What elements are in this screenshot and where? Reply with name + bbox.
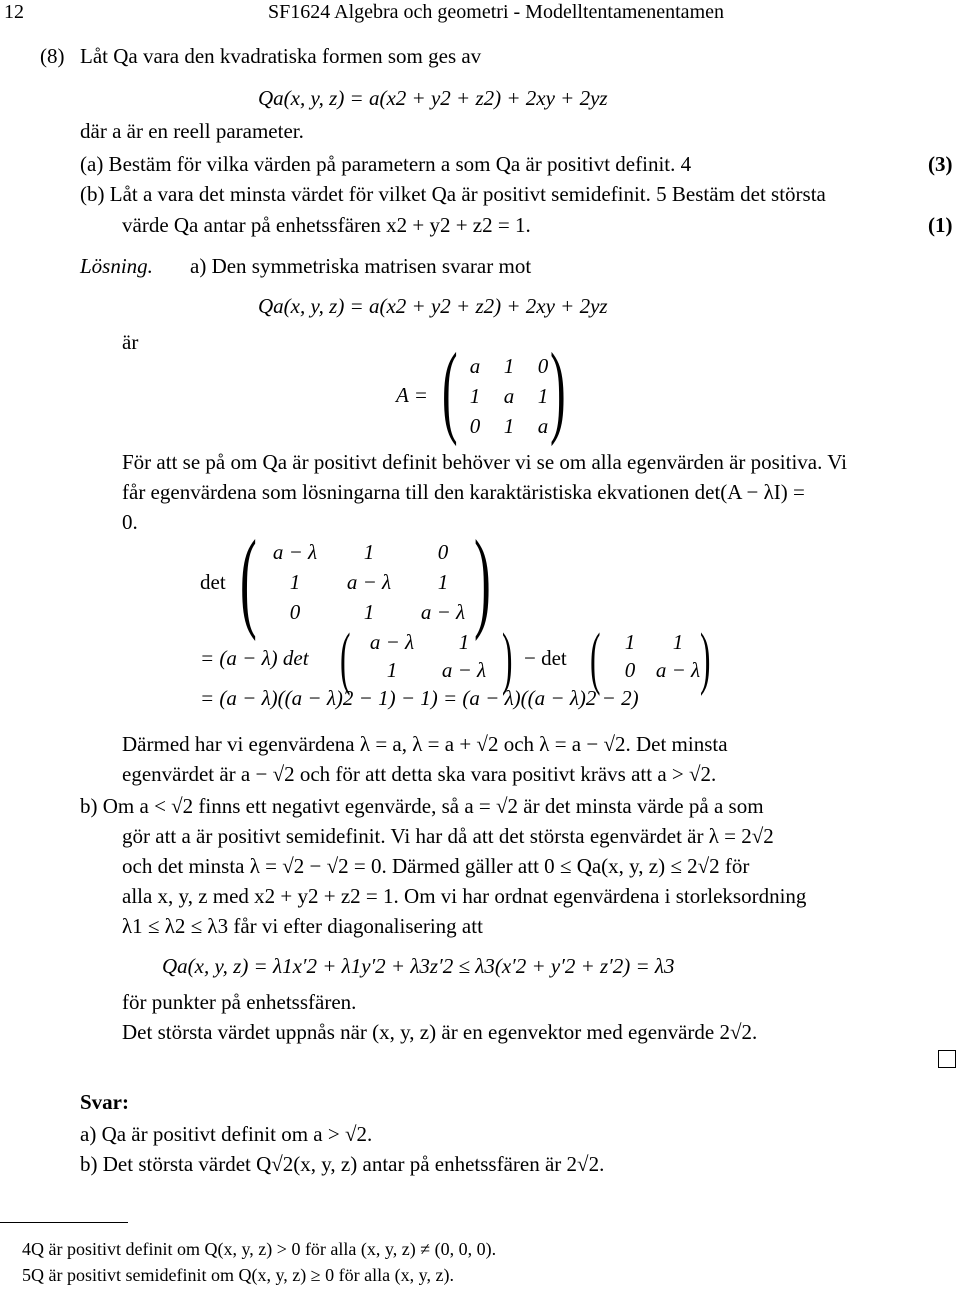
problem-form-equation: Qa(x, y, z) = a(x2 + y2 + z2) + 2xy + 2yz — [258, 86, 608, 110]
minor1-matrix — [356, 630, 506, 690]
big-matrix-right-paren: ) — [474, 518, 491, 642]
matrix-cell: a − λ — [369, 630, 415, 654]
para2-line2: egenvärdet är a − √2 och för att detta ska vara positivt krävs att a > √2. — [122, 762, 717, 786]
part-b-line5: λ1 ≤ λ2 ≤ λ3 får vi efter diagonalisering att — [122, 914, 483, 938]
matrix-cell: a — [469, 354, 481, 378]
part-b-line1: b) Om a < √2 finns ett negativt egenvärde, så a = √2 är det minsta värde på a som — [80, 794, 764, 818]
matrix-cell: 0 — [624, 658, 636, 682]
matrix-cell: 0 — [537, 354, 549, 378]
page-number: 12 — [4, 1, 24, 23]
matrix-cell: 1 — [386, 658, 398, 682]
footnote-5: 5Q är positivt semidefinit om Q(x, y, z) ≥ 0 för alla (x, y, z). — [22, 1265, 454, 1285]
solution-label: Lösning. — [80, 254, 153, 278]
matrix-cell: a − λ — [346, 570, 392, 594]
problem-number: (8) — [40, 44, 65, 68]
para1-line3: 0. — [122, 510, 138, 534]
problem-part-a: (a) Bestäm för vilka värden på parametern a som Qa är positivt definit. 4 — [80, 152, 692, 176]
simplify-equation: = (a − λ)((a − λ)2 − 1) − 1) = (a − λ)((a − λ)2 − 2) — [200, 686, 639, 710]
para2-line1: Därmed har vi egenvärdena λ = a, λ = a + √2 och λ = a − √2. Det minsta — [122, 732, 728, 756]
matrix-cell: 1 — [503, 414, 515, 438]
det-label: det — [200, 570, 226, 594]
diagonalized-equation: Qa(x, y, z) = λ1x′2 + λ1y′2 + λ3z′2 ≤ λ3(x′2 + y′2 + z′2) = λ3 — [162, 954, 675, 978]
matrix-a-left-paren: ( — [442, 332, 458, 447]
problem-intro: Låt Qa vara den kvadratiska formen som ges av — [80, 44, 482, 68]
minor2-left-paren: ( — [590, 620, 601, 697]
matrix-cell: 1 — [458, 630, 470, 654]
part-b-points: (1) — [928, 213, 953, 237]
part-b-line7: Det största värdet uppnås när (x, y, z) är en egenvektor med egenvärde 2√2. — [122, 1020, 758, 1044]
matrix-cell: 1 — [363, 540, 375, 564]
matrix-cell: a − λ — [655, 658, 701, 682]
part-b-line4: alla x, y, z med x2 + y2 + z2 = 1. Om vi har ordnat egenvärdena i storleksordning — [122, 884, 807, 908]
expand-prefix: = (a − λ) det — [200, 646, 309, 670]
answer-b: b) Det största värdet Q√2(x, y, z) antar på enhetssfären är 2√2. — [80, 1152, 605, 1176]
matrix-cell: 0 — [437, 540, 449, 564]
running-title: SF1624 Algebra och geometri - Modelltentamenentamen — [268, 1, 724, 23]
matrix-a-right-paren: ) — [550, 332, 566, 447]
matrix-cell: 1 — [363, 600, 375, 624]
big-matrix — [258, 540, 488, 636]
part-b-line6: för punkter på enhetssfären. — [122, 990, 357, 1014]
para1-line2: får egenvärdena som lösningarna till den karaktäristiska ekvationen det(A − λI) = — [122, 480, 805, 504]
matrix-cell: 1 — [437, 570, 449, 594]
part-b-line2: gör att a är positivt semidefinit. Vi har då att det största egenvärdet är λ = 2√2 — [122, 824, 774, 848]
matrix-cell: 0 — [289, 600, 301, 624]
matrix-cell: a — [537, 414, 549, 438]
qed-box — [938, 1050, 956, 1068]
solution-form-equation: Qa(x, y, z) = a(x2 + y2 + z2) + 2xy + 2yz — [258, 294, 608, 318]
part-a-points: (3) — [928, 152, 953, 176]
footnote-4: 4Q är positivt definit om Q(x, y, z) > 0 för alla (x, y, z) ≠ (0, 0, 0). — [22, 1239, 497, 1259]
solution-ar: är — [122, 330, 139, 354]
footnote-rule — [0, 1222, 128, 1223]
solution-a-intro: a) Den symmetriska matrisen svarar mot — [190, 254, 532, 278]
matrix-cell: 1 — [469, 384, 481, 408]
expand-minus-det: − det — [524, 646, 567, 670]
matrix-a-lhs: A = — [396, 383, 428, 407]
matrix-cell: 1 — [624, 630, 636, 654]
minor2-right-paren: ) — [700, 620, 711, 697]
answer-label: Svar: — [80, 1090, 129, 1114]
matrix-cell: a − λ — [420, 600, 466, 624]
part-b-line3: och det minsta λ = √2 − √2 = 0. Därmed gäller att 0 ≤ Qa(x, y, z) ≤ 2√2 för — [122, 854, 750, 878]
matrix-cell: a − λ — [441, 658, 487, 682]
matrix-cell: 0 — [469, 414, 481, 438]
matrix-cell: 1 — [289, 570, 301, 594]
answer-a: a) Qa är positivt definit om a > √2. — [80, 1122, 373, 1146]
matrix-cell: 1 — [503, 354, 515, 378]
matrix-cell: a − λ — [272, 540, 318, 564]
problem-parameter-text: där a är en reell parameter. — [80, 119, 304, 143]
minor1-right-paren: ) — [502, 620, 513, 697]
problem-part-b-line2: värde Qa antar på enhetssfären x2 + y2 + z2 = 1. — [122, 213, 531, 237]
matrix-cell: 1 — [672, 630, 684, 654]
matrix-cell: a — [503, 384, 515, 408]
big-matrix-left-paren: ( — [240, 518, 257, 642]
minor1-left-paren: ( — [340, 620, 351, 697]
matrix-cell: 1 — [537, 384, 549, 408]
para1-line1: För att se på om Qa är positivt definit behöver vi se om alla egenvärden är positiva. Vi — [122, 450, 847, 474]
problem-part-b-line1: (b) Låt a vara det minsta värdet för vilket Qa är positivt semidefinit. 5 Bestäm det största — [80, 182, 826, 206]
